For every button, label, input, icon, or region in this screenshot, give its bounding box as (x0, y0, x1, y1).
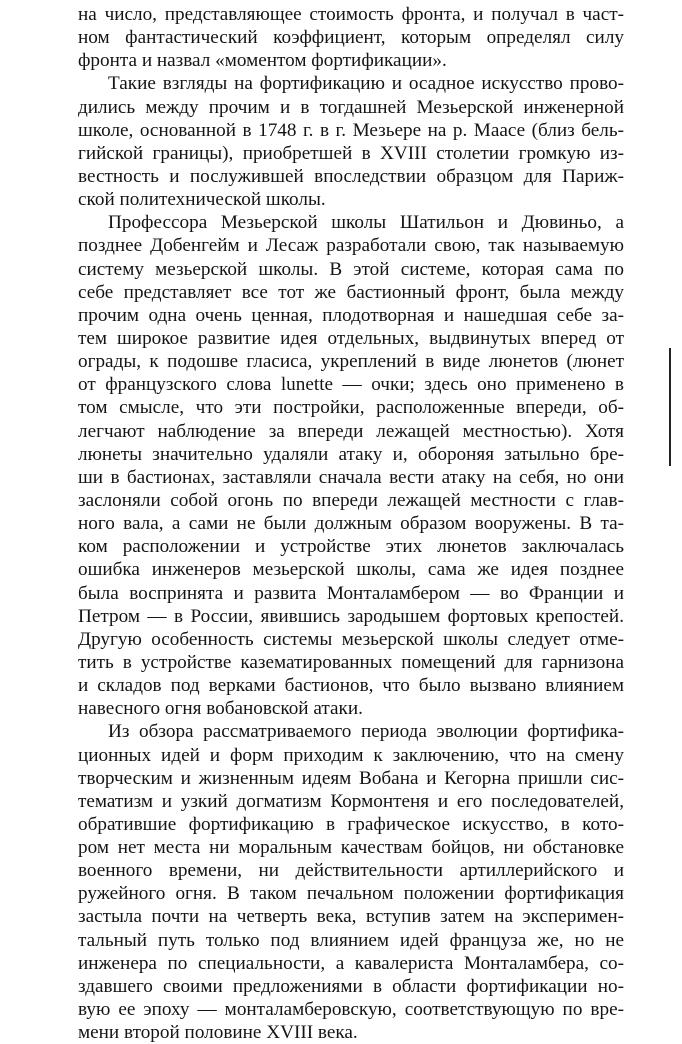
text-line: тальный путь только под влиянием идей француза же, но не (78, 929, 624, 951)
text-line: ком расположении и устройстве этих люнетов заключалась (78, 536, 624, 558)
text-line: гийской границы), приобретшей в XVIII столетии громкую из- (78, 142, 624, 164)
text-line: позднее Добенгейм и Лесаж разработали свою, так называемую (78, 235, 624, 257)
text-line: тить в устройстве казематированных помещений для гарнизона (78, 651, 624, 673)
text-line: и складов под верками бастионов, что было вызвано влиянием (78, 675, 624, 697)
text-line: вую ее эпоху — монталамберовскую, соответствующую по вре- (78, 999, 624, 1021)
text-line: фронта и назвал «моментом фортификации». (78, 50, 447, 72)
text-line: Из обзора рассматриваемого периода эволюции фортифика- (108, 721, 624, 743)
page-text (78, 3, 624, 1044)
text-line: Профессора Мезьерской школы Шатильон и Дювиньо, а (108, 212, 624, 234)
text-line: была воспринята и развита Монталамбером — во Франции и (78, 582, 624, 604)
text-line: школе, основанной в 1748 г. в г. Мезьере на р. Маасе (близ бель- (78, 119, 624, 141)
margin-rule (669, 348, 671, 466)
text-line: ружейного огня. В таком печальном положении фортификация (78, 883, 624, 905)
text-line: люнеты значительно удаляли атаку и, обороняя затыльно бре- (78, 443, 624, 465)
text-line: обратившие фортификацию в графическое искусство, в кото- (78, 813, 624, 835)
text-line: ного вала, а сами не были должным образом вооружены. В та- (78, 513, 624, 535)
text-line: систему мезьерской школы. В этой системе, которая сама по (78, 258, 624, 280)
text-line: Другую особенность системы мезьерской школы следует отме- (78, 628, 624, 650)
text-line: себе представляет все тот же бастионный фронт, была между (78, 281, 624, 303)
text-line: ром нет места ни моральным качествам бойцов, ни обстановке (78, 837, 624, 859)
text-line: ской политехнической школы. (78, 189, 326, 211)
text-line: тематизм и узкий догматизм Кормонтеня и его последователей, (78, 790, 624, 812)
text-line: от французского слова lunette — очки; здесь оно применено в (78, 374, 624, 396)
paragraph-4 (78, 720, 624, 1044)
text-line: заслоняли собой огонь по впереди лежащей местности с глав- (78, 489, 624, 511)
text-line: тем широкое развитие идея отдельных, выдвинутых вперед от (78, 327, 624, 349)
text-line: застыла почти на четверть века, вступив затем на эксперимен- (78, 906, 624, 928)
text-line: Петром — в России, явившись зародышем фортовых крепостей. (78, 605, 624, 627)
text-line: ошибка инженеров мезьерской школы, сама же идея позднее (78, 559, 624, 581)
text-line: творческим и жизненным идеям Вобана и Кегорна пришли сис- (78, 767, 624, 789)
text-line: ционных идей и форм приходим к заключению, что на смену (78, 744, 624, 766)
paragraph-1 (78, 3, 624, 72)
text-line: вестность и послужившей впоследствии образцом для Париж- (78, 165, 624, 187)
paragraph-2 (78, 72, 624, 211)
text-line: прочим одна очень ценная, плодотворная и нашедшая себе за- (78, 304, 624, 326)
text-line: ограды, к подошве гласиса, укреплений в виде люнетов (люнет (78, 351, 624, 373)
paragraph-3 (78, 211, 624, 720)
text-line: ном фантастический коэффициент, которым определял силу (78, 27, 624, 49)
text-line: на число, представляющее стоимость фронта, и получал в част- (78, 4, 624, 25)
text-line: ши в бастионах, заставляли сначала вести атаку на себя, но они (78, 466, 624, 488)
text-line: легчают наблюдение за впереди лежащей местностью). Хотя (78, 420, 624, 442)
text-line: инженера по специальности, а кавалериста Монталамбера, со- (78, 952, 624, 974)
text-line: мени второй половине XVIII века. (78, 1022, 358, 1044)
text-line: том смысле, что эти постройки, расположенные впереди, об- (78, 397, 624, 419)
text-line: навесного огня вобановской атаки. (78, 698, 363, 720)
text-line: Такие взгляды на фортификацию и осадное искусство прово- (108, 73, 624, 95)
text-line: здавшего своими предложениями в области фортификации но- (78, 975, 624, 997)
text-line: военного времени, ни действительности артиллерийского и (78, 860, 624, 882)
text-line: дились между прочим и в тогдашней Мезьерской инженерной (78, 96, 624, 118)
